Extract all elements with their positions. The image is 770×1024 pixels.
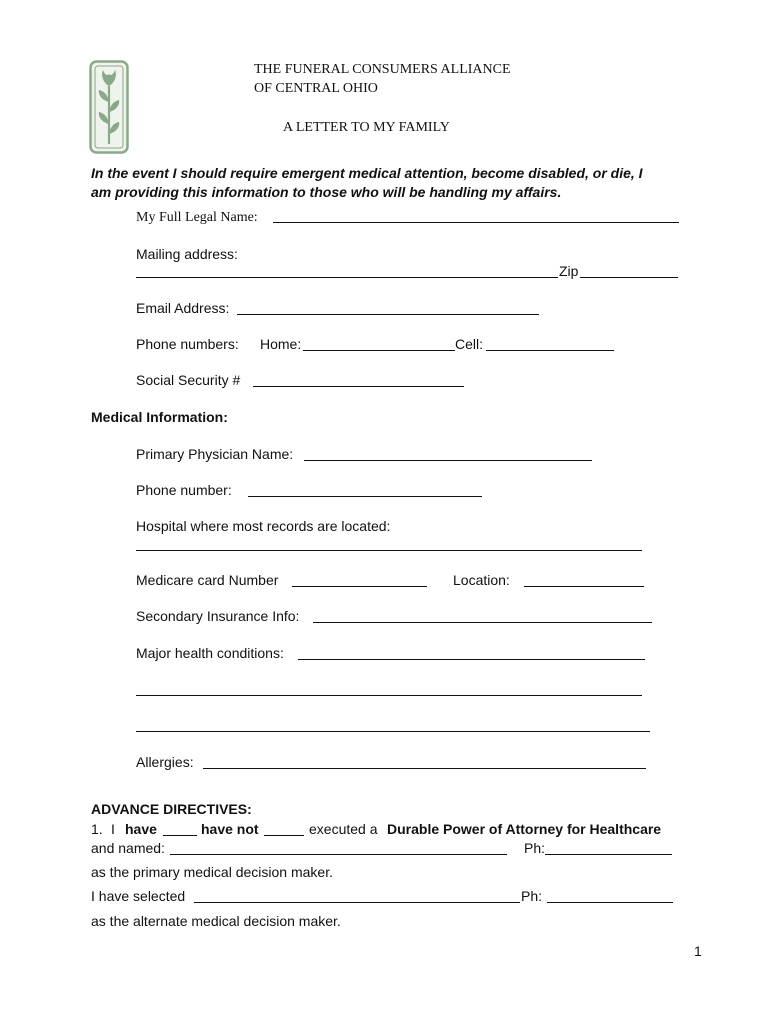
allergies-field[interactable]	[203, 768, 646, 769]
selected-label: I have selected	[91, 888, 186, 904]
home-phone-field[interactable]	[303, 350, 455, 351]
alternate-decision-maker-field[interactable]	[194, 902, 520, 903]
have-option-field[interactable]	[163, 835, 197, 836]
have-not-option-field[interactable]	[264, 835, 304, 836]
mailing-address-field[interactable]	[136, 277, 558, 278]
alternate-ph-field[interactable]	[547, 902, 673, 903]
secondary-insurance-label: Secondary Insurance Info:	[136, 608, 300, 624]
alliance-logo	[89, 60, 129, 154]
physician-field[interactable]	[304, 460, 592, 461]
have-not-option-label: have not	[201, 821, 259, 837]
page-title: A LETTER TO MY FAMILY	[283, 120, 450, 135]
org-name-line2: OF CENTRAL OHIO	[254, 81, 378, 96]
advance-directives-heading: ADVANCE DIRECTIVES:	[91, 801, 252, 817]
physician-phone-field[interactable]	[248, 496, 482, 497]
ssn-label: Social Security #	[136, 372, 241, 388]
intro-line1: In the event I should require emergent medical attention, become disabled, or die, I	[91, 165, 643, 181]
home-label: Home:	[260, 336, 302, 352]
hospital-field[interactable]	[136, 550, 642, 551]
dpoa-text: Durable Power of Attorney for Healthcare	[387, 821, 662, 837]
ssn-field[interactable]	[253, 386, 464, 387]
primary-decision-text: as the primary medical decision maker.	[91, 864, 333, 880]
i-word: I	[111, 821, 115, 837]
full-name-label: My Full Legal Name:	[136, 210, 258, 225]
executed-text: executed a	[309, 821, 378, 837]
org-name-line1: THE FUNERAL CONSUMERS ALLIANCE	[254, 62, 511, 77]
physician-phone-label: Phone number:	[136, 482, 232, 498]
zip-field[interactable]	[580, 277, 678, 278]
health-conditions-field-3[interactable]	[136, 731, 650, 732]
item-number: 1.	[91, 821, 103, 837]
medicare-field[interactable]	[292, 586, 427, 587]
email-label: Email Address:	[136, 300, 230, 316]
allergies-label: Allergies:	[136, 754, 194, 770]
phone-numbers-label: Phone numbers:	[136, 336, 239, 352]
and-named-label: and named:	[91, 840, 165, 856]
have-option-label: have	[125, 821, 157, 837]
health-conditions-field[interactable]	[298, 659, 645, 660]
mailing-address-label: Mailing address:	[136, 246, 238, 262]
alternate-ph-label: Ph:	[521, 888, 543, 904]
location-field[interactable]	[524, 586, 644, 587]
cell-phone-field[interactable]	[486, 350, 614, 351]
cell-label: Cell:	[455, 336, 484, 352]
secondary-insurance-field[interactable]	[313, 622, 652, 623]
health-conditions-field-2[interactable]	[136, 695, 642, 696]
email-field[interactable]	[237, 314, 539, 315]
hospital-label: Hospital where most records are located:	[136, 518, 391, 534]
intro-line2: am providing this information to those who will be handling my affairs.	[91, 184, 562, 200]
physician-label: Primary Physician Name:	[136, 446, 294, 462]
full-name-field[interactable]	[273, 222, 679, 223]
medical-heading: Medical Information:	[91, 409, 228, 425]
alternate-decision-text: as the alternate medical decision maker.	[91, 913, 341, 929]
page-number: 1	[694, 943, 702, 959]
primary-decision-maker-field[interactable]	[170, 854, 507, 855]
zip-label: Zip	[559, 263, 579, 279]
health-conditions-label: Major health conditions:	[136, 645, 284, 661]
location-label: Location:	[453, 572, 510, 588]
medicare-label: Medicare card Number	[136, 572, 279, 588]
primary-ph-label: Ph:	[524, 840, 546, 856]
primary-ph-field[interactable]	[545, 854, 672, 855]
